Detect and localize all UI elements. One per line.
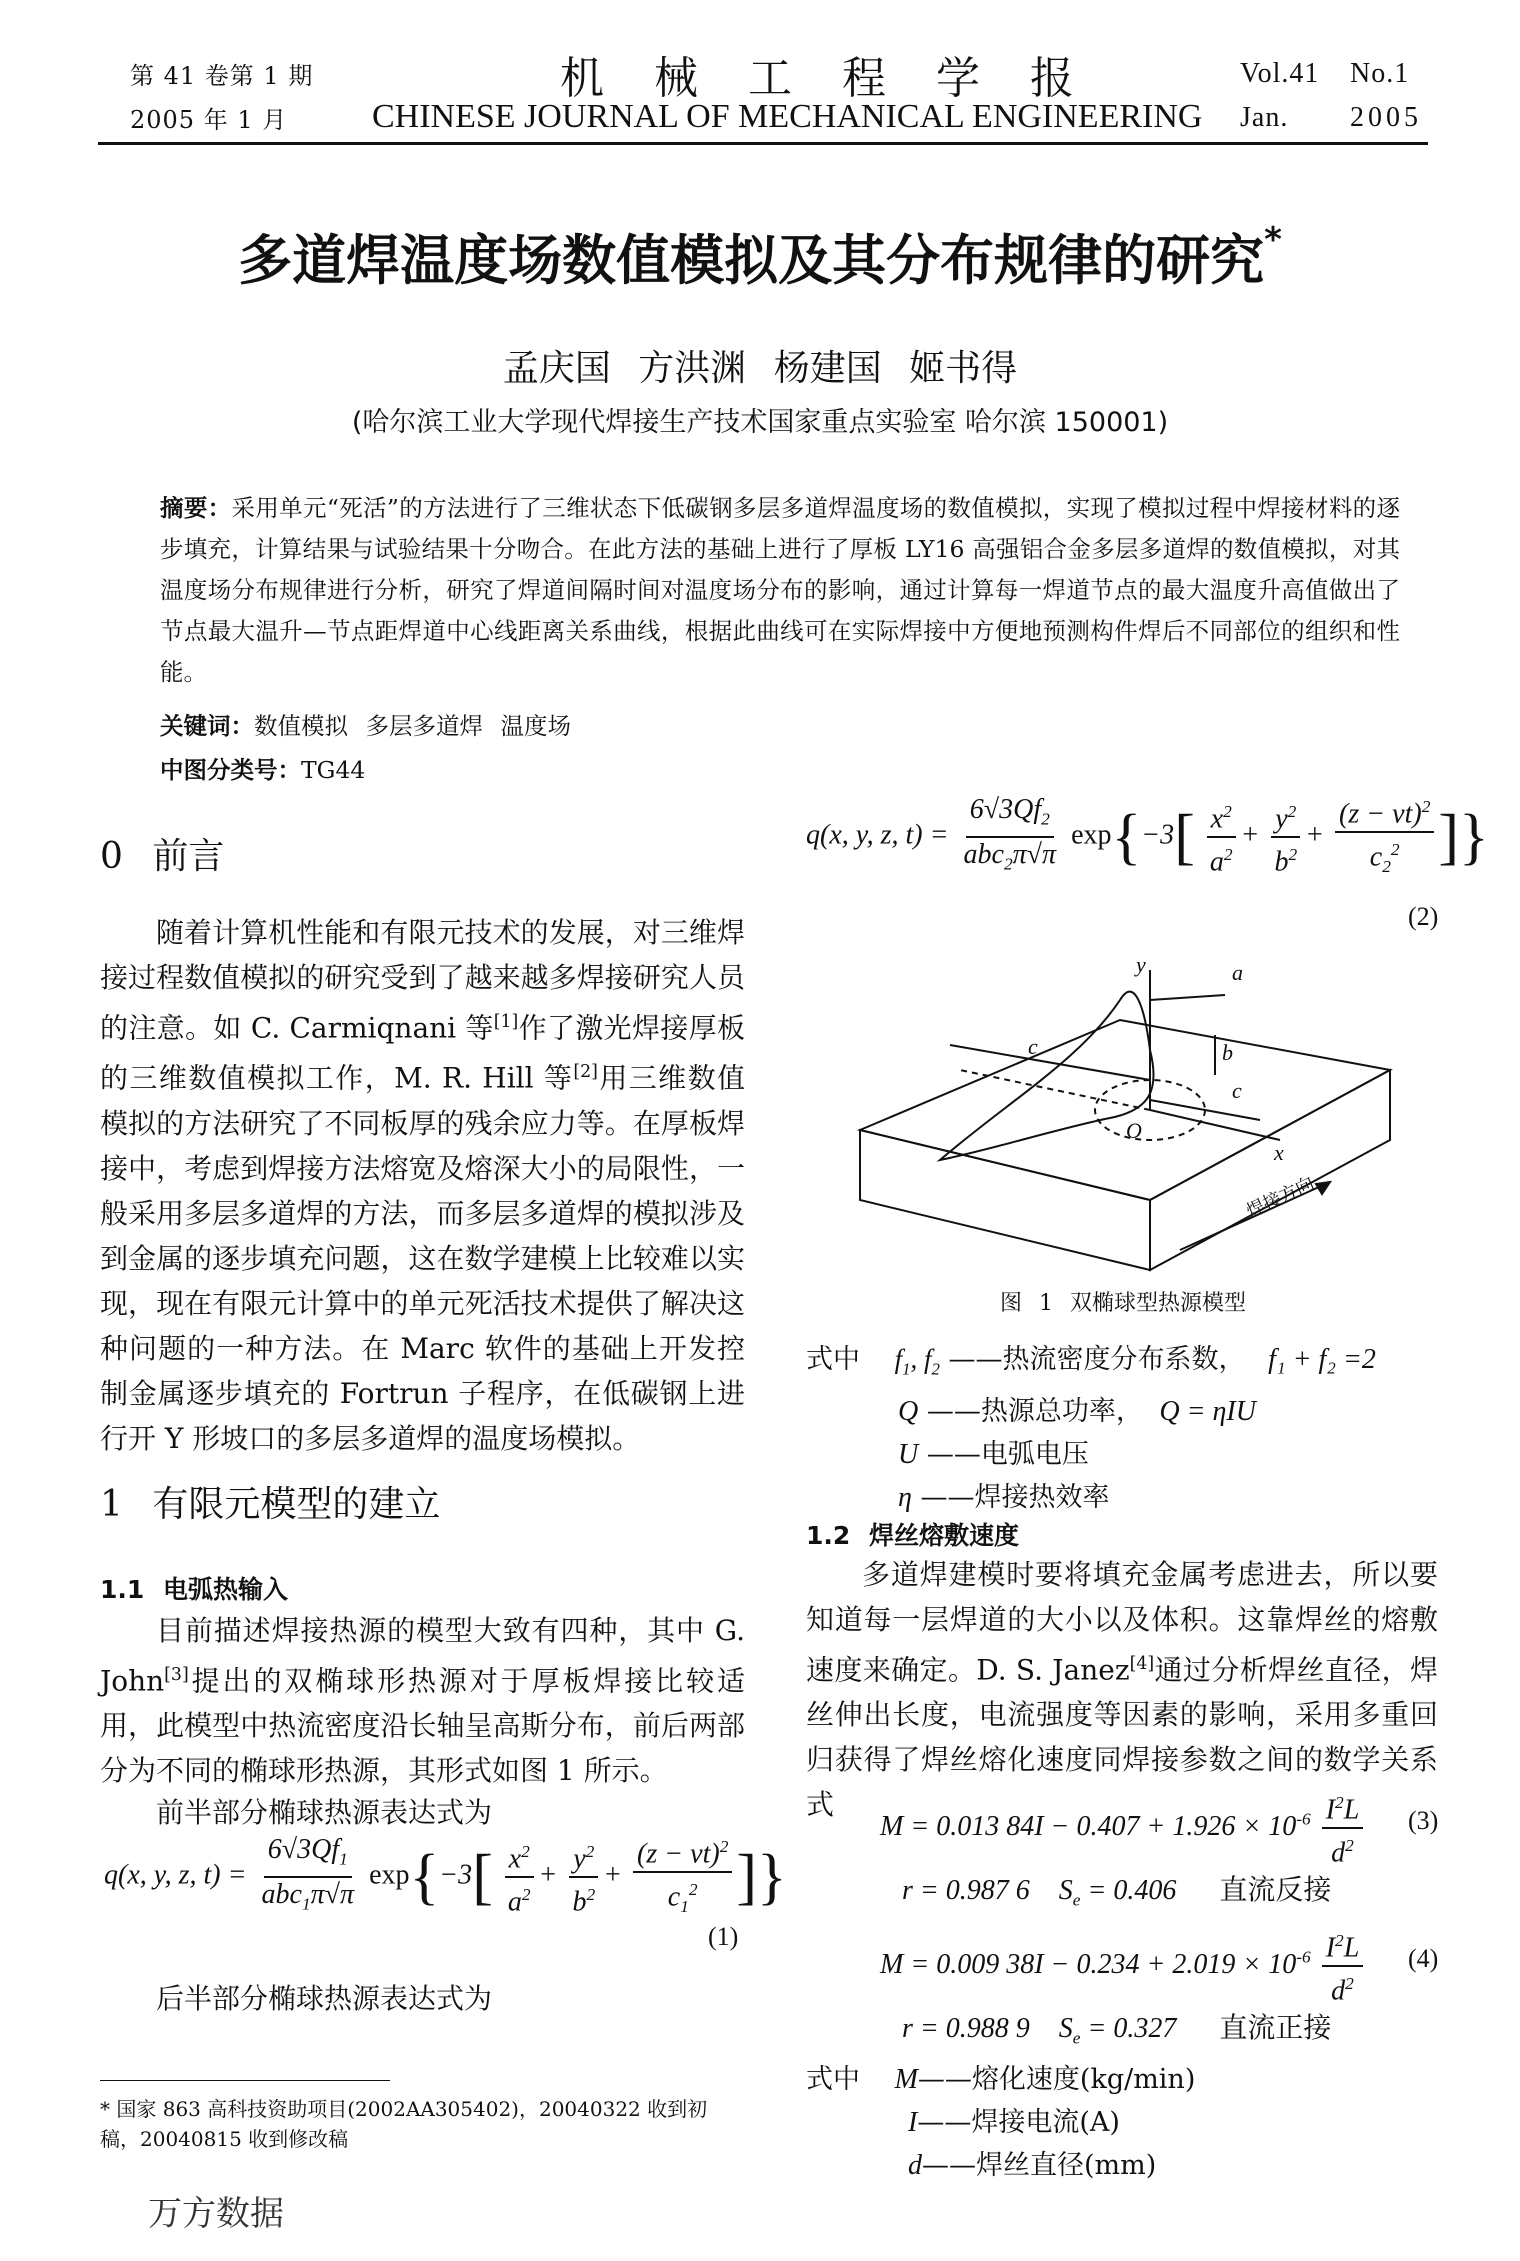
classification bbox=[160, 750, 365, 791]
def-q-text: 热源总功率， bbox=[980, 1396, 1143, 1428]
header-journal-cn: 机 械 工 程 学 报 bbox=[560, 53, 1092, 104]
weld-direction-arrowhead bbox=[1316, 1182, 1330, 1194]
eq4-exponent: -6 bbox=[1296, 1947, 1311, 1967]
header-volume-cn: 第 41 卷第 1 期 bbox=[130, 62, 314, 90]
citation-2: [2] bbox=[573, 1062, 598, 1083]
label-x: x bbox=[1274, 1140, 1284, 1165]
bottom-source-tag: 万方数据 bbox=[148, 2194, 284, 2234]
sec0-text-b: 作了激光焊接厚板的三维数值模拟工作，M. R. Hill 等 bbox=[100, 1011, 745, 1095]
eq3-se: = 0.406 bbox=[1080, 1875, 1177, 1906]
citation-1: [1] bbox=[493, 1012, 519, 1032]
def-row-u: U ——电弧电压 bbox=[898, 1439, 1089, 1471]
authors: 孟庆国 方洪渊 杨建国 姬书得 bbox=[502, 348, 1018, 389]
sec0-text-a: 随着计算机性能和有限元技术的发展，对三维焊接过程数值模拟的研究受到了越来越多焊接研究人员的注意。如 C. Carmiqnani 等 bbox=[100, 916, 745, 1045]
equation-2-number: (2) bbox=[1408, 902, 1439, 931]
label-origin: O bbox=[1126, 1118, 1142, 1143]
title-text: 多道焊温度场数值模拟及其分布规律的研究 bbox=[238, 229, 1265, 292]
classification-code: TG44 bbox=[301, 756, 366, 784]
keywords bbox=[160, 706, 571, 747]
eq4-se: = 0.327 bbox=[1080, 2013, 1177, 2044]
equation-4-number: (4) bbox=[1408, 1944, 1439, 1973]
title-footnote-mark: * bbox=[1264, 220, 1282, 260]
header-no-en: No.1 bbox=[1350, 58, 1410, 89]
eq4-type: 直流正接 bbox=[1219, 2011, 1332, 2044]
eq3-type: 直流反接 bbox=[1219, 1873, 1332, 1906]
where-label: 式中 bbox=[806, 1344, 860, 1375]
label-weld-direction: 焊接方向 bbox=[1243, 1173, 1318, 1223]
header-journal-en: CHINESE JOURNAL OF MECHANICAL ENGINEERING bbox=[372, 98, 1203, 135]
section-0-heading: 0 前言 bbox=[100, 836, 225, 877]
sec11-text-b: 提出的双椭球形热源对于厚板焊接比较适用，此模型中热流密度沿长轴呈高斯分布，前后两部分为不同的椭球形热源，其形式如图 1 所示。 bbox=[100, 1664, 745, 1788]
def-row-q: Q ——热源总功率， Q = ηIU bbox=[898, 1396, 1256, 1428]
abstract-text: 采用单元“死活”的方法进行了三维状态下低碳钢多层多道焊温度场的数值模拟，实现了模拟过程中焊接材料的逐步填充，计算结果与试验结果十分吻合。在此方法的基础上进行了厚板 LY16 高强铝合金多层多道焊的数值模拟，对其温度场分布规律进行分析，研究了焊道间隔时间对温度场分布的影响，通过计算每一焊道节点的最大温度升高值做出了节点最大温升—节点距焊道中心线距离关系曲线，根据此曲线可在实际焊接中方便地预测构件焊后不同部位的组织和性能。 bbox=[160, 494, 1401, 686]
dim-c1-line bbox=[1150, 1100, 1260, 1120]
header-vol-en: Vol.41 bbox=[1240, 58, 1320, 89]
equation-1: q(x, y, z, t) = $\frac{6√3Qf_1}{abc_1\pi√\pi}$ exp{−3[ $\frac{x^2}{a^2}$ + $\frac{y^2}{b^2}$ + $\frac{(z - vt)^2}{c_1^2}$ ]} bbox=[104, 1830, 787, 1924]
back-half-label: 后半部分椭球热源表达式为 bbox=[156, 1982, 493, 2015]
equation-1-number: (1) bbox=[708, 1922, 739, 1951]
label-c2: c bbox=[1028, 1034, 1038, 1059]
sec0-text-c: 用三维数值模拟的方法研究了不同板厚的残余应力等。在厚板焊接中，考虑到焊接方法熔宽及熔深大小的局限性，一般采用多层多道焊的方法，而多层多道焊的模拟涉及到金属的逐步填充问题，这在数学建模上比较难以实现，现在有限元计算中的单元死活技术提供了解决这种问题的一种方法。在 Marc 软件的基础上开发控制金属逐步填充的 Fortrun 子程序，在低碳钢上进行开 Y 形坡口的多层多道焊的温度场模拟。 bbox=[100, 1061, 745, 1455]
plate-top-face bbox=[860, 1020, 1390, 1200]
front-half-label: 前半部分椭球热源表达式为 bbox=[156, 1796, 493, 1829]
header-year-en: 2005 bbox=[1350, 102, 1422, 133]
section-0-paragraph bbox=[100, 910, 745, 1461]
def-row-d: d——焊丝直径(mm) bbox=[908, 2150, 1157, 2181]
equation-4: M = 0.009 $38I - 0.234 + 2.019 \times 10^{-6}$ $\frac{I^2L}{d^2}$ bbox=[880, 1924, 1367, 2009]
header-month-en: Jan. bbox=[1240, 102, 1289, 133]
plate-front-face bbox=[860, 1130, 1150, 1270]
figure-1-caption: 图 1 双椭球型热源模型 bbox=[1000, 1291, 1246, 1316]
def-row-m: 式中 M——熔化速度(kg/min) bbox=[806, 2064, 1196, 2095]
equation-2: q(x, y, z, t) = $\frac{6√3Qf_2}{abc_2\pi√\pi}$ exp{−3[ $\frac{x^2}{a^2}$ + $\frac{y^2}{b^2}$ + $\frac{(z - vt)^2}{c_2^2}$ ]} bbox=[806, 790, 1489, 884]
keywords-label: 关键词： bbox=[160, 712, 254, 740]
sec11-text-a: 目前描述焊接热源的模型大致有四种，其中 G. John bbox=[100, 1614, 745, 1698]
def-f-equation: f₁ + f₂ =2 bbox=[1268, 1344, 1376, 1375]
sec12-text-b: 通过分析焊丝直径，焊丝伸出长度，电流强度等因素的影响，采用多重回归获得了焊丝熔化速度同焊接参数之间的数学关系式 bbox=[806, 1653, 1438, 1822]
citation-4: [4] bbox=[1129, 1654, 1155, 1674]
section-1-1-paragraph bbox=[100, 1608, 745, 1793]
section-1-2-heading: 1.2 焊丝熔敷速度 bbox=[806, 1521, 1019, 1550]
citation-3: [3] bbox=[164, 1665, 189, 1685]
label-y: y bbox=[1136, 952, 1146, 977]
eq3-r: r = 0.987 6 bbox=[902, 1875, 1030, 1906]
def-row-f: 式中 $f_1$, $f_2$ ——热流密度分布系数， f₁ + f₂ =2 bbox=[806, 1344, 1376, 1379]
equation-3-number: (3) bbox=[1408, 1806, 1439, 1835]
plate-right-face bbox=[1150, 1070, 1390, 1270]
def-q-equation: Q = ηIU bbox=[1159, 1396, 1256, 1428]
header-date-cn: 2005 年 1 月 bbox=[130, 106, 288, 134]
def-u-text: 电弧电压 bbox=[980, 1439, 1089, 1471]
def-f-text: 热流密度分布系数， bbox=[1002, 1344, 1246, 1375]
label-c1: c bbox=[1232, 1078, 1242, 1103]
eq4-r: r = 0.988 9 bbox=[902, 2013, 1030, 2044]
where-label-2: 式中 bbox=[806, 2064, 860, 2095]
sec12-text-a: 多道焊建模时要将填充金属考虑进去，所以要知道每一层焊道的大小以及体积。这靠焊丝的熔敷速度来确定。D. S. Janez bbox=[806, 1558, 1438, 1687]
equation-3-stats: r = 0.987 6 $S_e = 0.406$ 直流反接 bbox=[902, 1873, 1332, 1910]
x-axis-line bbox=[1150, 1110, 1280, 1140]
def-row-i: I——焊接电流(A) bbox=[908, 2107, 1120, 2138]
def-row-eta: η ——焊接热效率 bbox=[898, 1482, 1110, 1514]
eq3-exponent: -6 bbox=[1296, 1809, 1311, 1829]
def-eta-text: 焊接热效率 bbox=[974, 1482, 1110, 1514]
def-d-text: 焊丝直径(mm) bbox=[976, 2150, 1157, 2181]
def-m-text: 熔化速度(kg/min) bbox=[971, 2064, 1196, 2095]
abstract bbox=[160, 488, 1400, 693]
eq3-body: M = 0.013 84I − 0.407 + 1.926 × 10 bbox=[880, 1810, 1297, 1842]
label-b: b bbox=[1222, 1040, 1233, 1065]
classification-label: 中图分类号： bbox=[160, 756, 301, 784]
dim-a-line bbox=[1150, 995, 1225, 1000]
equation-4-stats: r = 0.988 9 $S_e = 0.327$ 直流正接 bbox=[902, 2011, 1332, 2048]
section-1-heading: 1 有限元模型的建立 bbox=[100, 1484, 441, 1525]
def-i-text: 焊接电流(A) bbox=[971, 2107, 1120, 2138]
equation-3: M = 0.013 $84I - 0.407 + 1.926 \times 10^{-6}$ $\frac{I^2L}{d^2}$ bbox=[880, 1786, 1367, 1871]
section-1-1-heading: 1.1 电弧热输入 bbox=[100, 1575, 288, 1604]
label-a: a bbox=[1232, 960, 1243, 985]
symbol-definitions-2 bbox=[806, 2058, 1195, 2187]
affiliation: (哈尔滨工业大学现代焊接生产技术国家重点实验室 哈尔滨 150001) bbox=[351, 407, 1169, 438]
eq4-body: M = 0.009 38I − 0.234 + 2.019 × 10 bbox=[880, 1948, 1297, 1980]
keywords-text: 数值模拟 多层多道焊 温度场 bbox=[254, 712, 571, 740]
page-title bbox=[0, 218, 1520, 295]
figure-1-double-ellipsoid-diagram bbox=[850, 950, 1410, 1280]
abstract-label: 摘要： bbox=[160, 494, 232, 522]
symbol-definitions-1 bbox=[806, 1338, 1376, 1519]
footnote: * 国家 863 高科技资助项目(2002AA305402)，20040322 收到初稿，20040815 收到修改稿 bbox=[100, 2097, 708, 2151]
header-rule bbox=[98, 142, 1428, 145]
footnote-rule bbox=[100, 2080, 390, 2081]
